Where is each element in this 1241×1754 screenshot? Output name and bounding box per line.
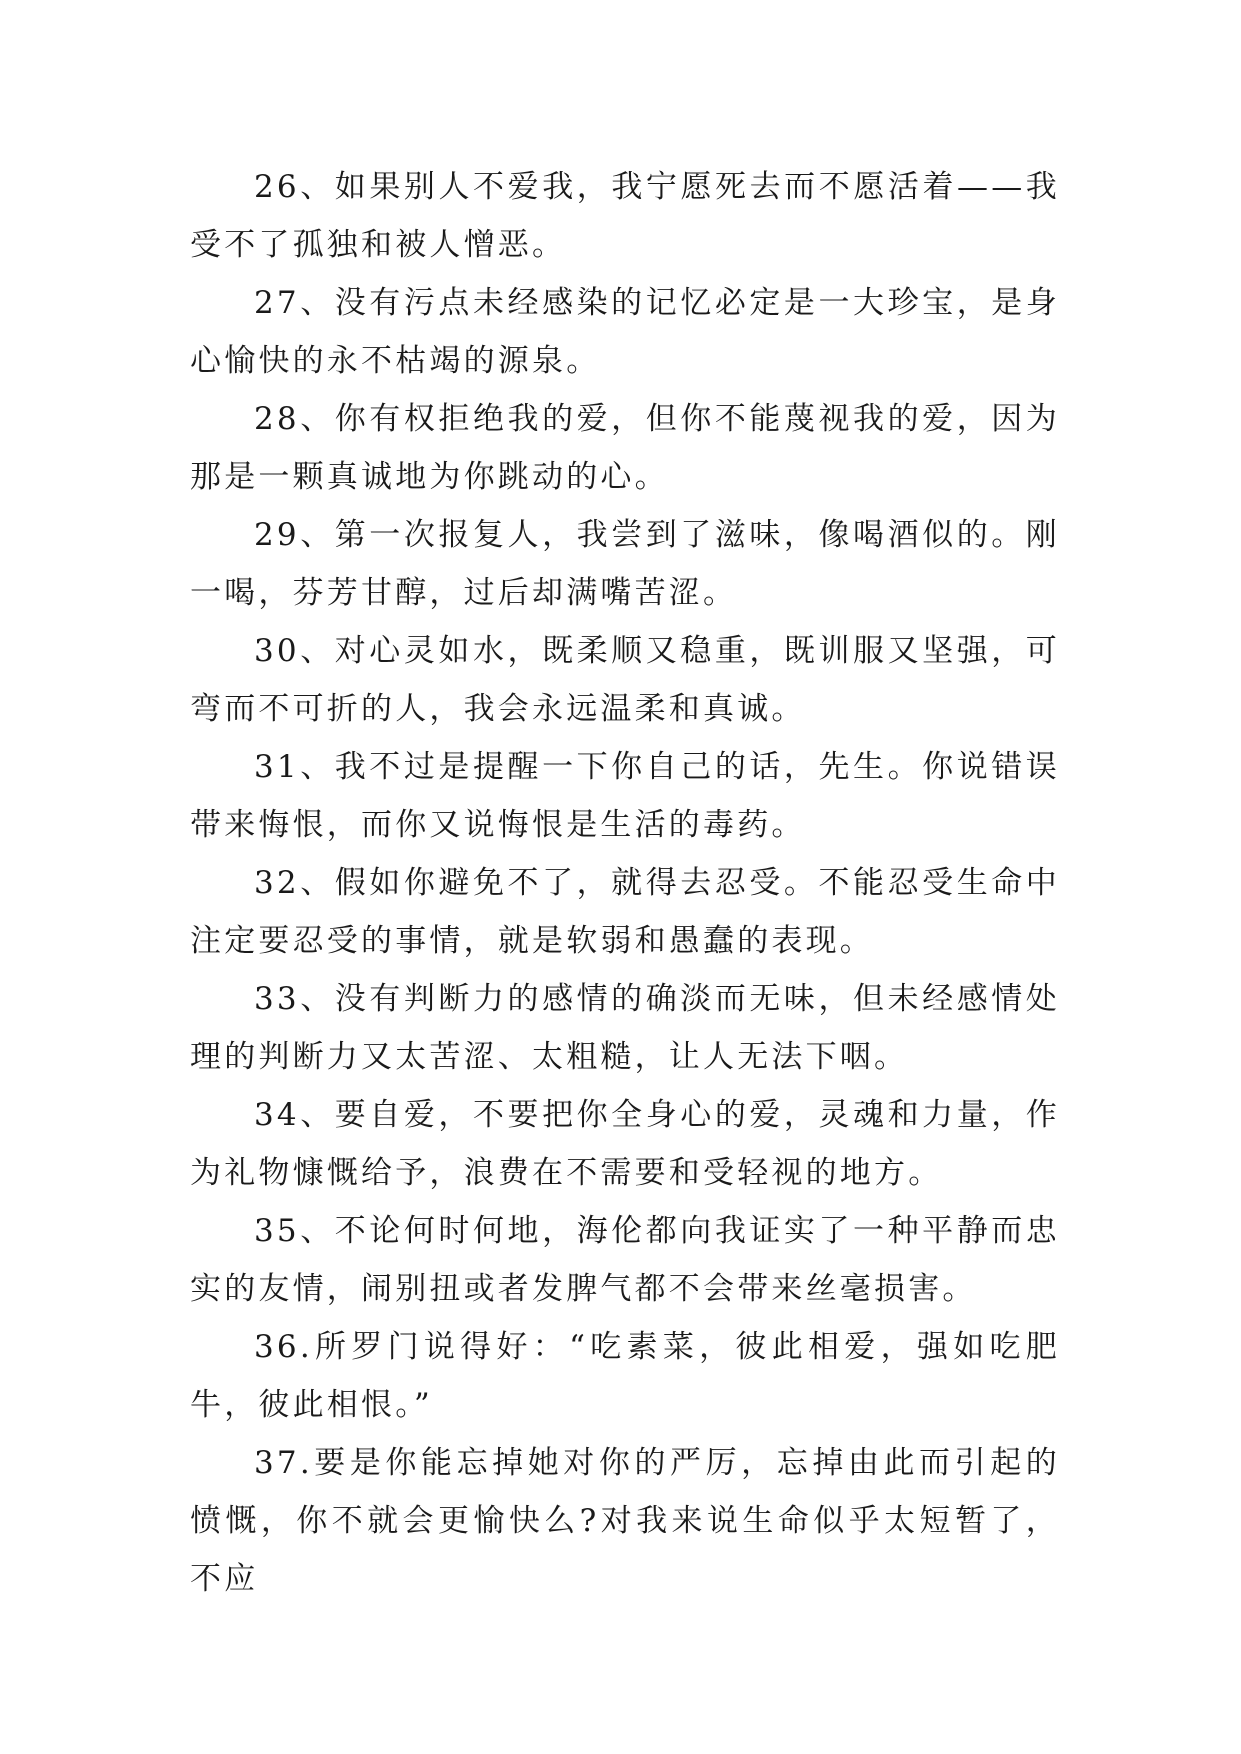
- paragraph-26: 26、如果别人不爱我，我宁愿死去而不愿活着——我受不了孤独和被人憎恶。: [190, 169, 1060, 263]
- paragraph-35: 35、不论何时何地，海伦都向我证实了一种平静而忠实的友情，闹别扭或者发脾气都不会带来丝毫损害。: [190, 1213, 1060, 1307]
- paragraph-28: 28、你有权拒绝我的爱，但你不能蔑视我的爱，因为那是一颗真诚地为你跳动的心。: [190, 401, 1060, 495]
- paragraph-29: 29、第一次报复人，我尝到了滋味，像喝酒似的。刚一喝，芬芳甘醇，过后却满嘴苦涩。: [190, 517, 1060, 611]
- paragraph-33: 33、没有判断力的感情的确淡而无味，但未经感情处理的判断力又太苦涩、太粗糙，让人无法下咽。: [190, 981, 1060, 1075]
- paragraph-32: 32、假如你避免不了，就得去忍受。不能忍受生命中注定要忍受的事情，就是软弱和愚蠢的表现。: [190, 865, 1060, 959]
- paragraph-34: 34、要自爱，不要把你全身心的爱，灵魂和力量，作为礼物慷慨给予，浪费在不需要和受轻视的地方。: [190, 1097, 1060, 1191]
- paragraph-36: 36.所罗门说得好：“吃素菜，彼此相爱，强如吃肥牛，彼此相恨。”: [190, 1329, 1060, 1423]
- document-body: [190, 158, 1060, 1608]
- paragraph-30: 30、对心灵如水，既柔顺又稳重，既训服又坚强，可弯而不可折的人，我会永远温柔和真诚。: [190, 633, 1060, 727]
- paragraph-37: 37.要是你能忘掉她对你的严厉，忘掉由此而引起的愤慨，你不就会更愉快么?对我来说生命似乎太短暂了，不应: [190, 1445, 1060, 1597]
- paragraph-27: 27、没有污点未经感染的记忆必定是一大珍宝，是身心愉快的永不枯竭的源泉。: [190, 285, 1060, 379]
- paragraph-31: 31、我不过是提醒一下你自己的话，先生。你说错误带来悔恨，而你又说悔恨是生活的毒药。: [190, 749, 1060, 843]
